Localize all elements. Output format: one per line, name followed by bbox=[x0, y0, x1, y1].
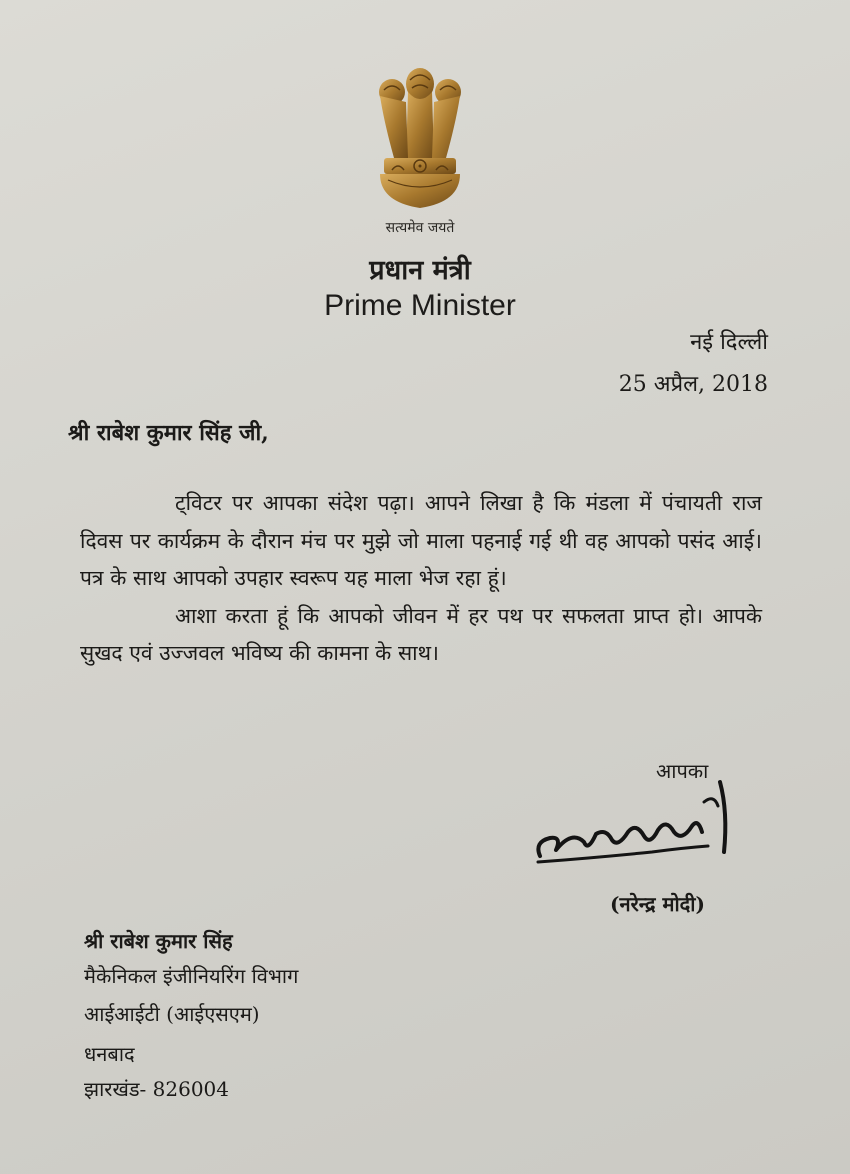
recipient-name: श्री राबेश कुमार सिंह bbox=[84, 929, 233, 953]
office-title-english: Prime Minister bbox=[324, 289, 516, 322]
closing: आपका bbox=[656, 759, 709, 783]
body-paragraph: आशा करता हूं कि आपको जीवन में हर पथ पर सफलता प्राप्त हो। आपके सुखद एवं उज्जवल भविष्य की कामना के साथ। bbox=[80, 603, 762, 665]
body-paragraph: ट्विटर पर आपका संदेश पढ़ा। आपने लिखा है कि मंडला में पंचायती राज दिवस पर कार्यक्रम के दौरान मंच पर मुझे जो माला पहनाई गई थी वह आपको पसंद आई। पत्र के साथ आपको उपहार स्वरूप यह माला भेज रहा हूं। bbox=[80, 491, 762, 590]
emblem-motto: सत्यमेव जयते bbox=[385, 220, 455, 236]
salutation: श्री राबेश कुमार सिंह जी, bbox=[68, 420, 269, 446]
signatory-name: (नरेन्द्र मोदी) bbox=[610, 892, 705, 916]
letter-place: नई दिल्ली bbox=[690, 330, 768, 355]
recipient-address-line: आईआईटी (आईएसएम) bbox=[84, 1002, 260, 1026]
letter-date: 25 अप्रैल, 2018 bbox=[618, 372, 768, 397]
letter-body bbox=[80, 485, 762, 673]
recipient-address-line: धनबाद bbox=[84, 1042, 135, 1066]
national-emblem-icon bbox=[370, 62, 470, 214]
recipient-address-line: मैकेनिकल इंजीनियरिंग विभाग bbox=[84, 964, 299, 988]
office-title-hindi: प्रधान मंत्री bbox=[369, 255, 471, 286]
recipient-address-line: झारखंड- 826004 bbox=[84, 1077, 230, 1101]
signature-icon bbox=[532, 772, 747, 872]
